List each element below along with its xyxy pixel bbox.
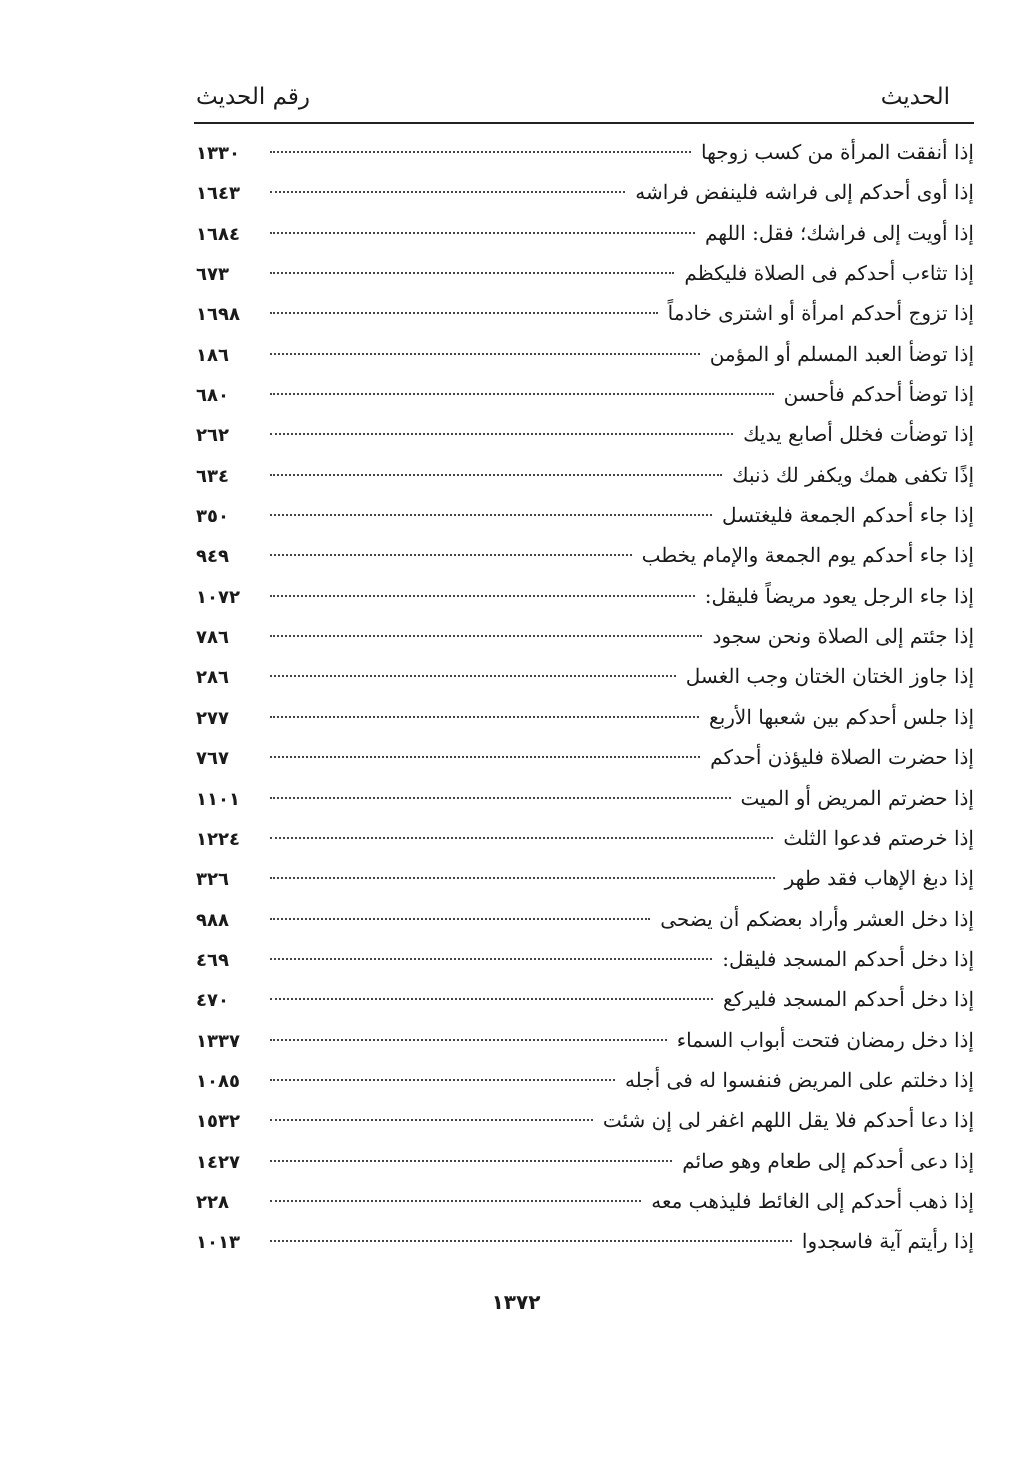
leader-dots (270, 353, 700, 355)
index-entry (196, 826, 974, 866)
entry-text: إذا جاوز الختان الختان وجب الغسل (685, 664, 974, 689)
entry-text: إذا جئتم إلى الصلاة ونحن سجود (712, 624, 974, 649)
entry-number: ٢٧٧ (196, 707, 229, 729)
entry-text: إذا أوى أحدكم إلى فراشه فلينفض فراشه (635, 180, 974, 205)
entry-text: إذا دبغ الإهاب فقد طهر (784, 866, 974, 891)
entry-text: إذا حضرت الصلاة فليؤذن أحدكم (710, 745, 974, 770)
leader-dots (270, 595, 695, 597)
leader-dots (270, 756, 700, 758)
entry-number: ٢٨٦ (196, 667, 229, 689)
entry-text: إذا أويت إلى فراشك؛ فقل: اللهم (704, 220, 974, 245)
entry-number: ١٤٢٧ (196, 1151, 240, 1173)
entry-number: ٦٧٣ (196, 264, 229, 286)
leader-dots (270, 675, 676, 677)
entry-number: ١٦٩٨ (196, 304, 240, 326)
entry-text: إذا تثاءب أحدكم فى الصلاة فليكظم (684, 261, 974, 286)
entry-number: ٣٥٠ (196, 506, 229, 528)
entry-text: إذا توضأت فخلل أصابع يديك (743, 422, 974, 447)
index-entry (196, 463, 974, 503)
entry-text: إذا دخل العشر وأراد بعضكم أن يضحى (660, 906, 974, 931)
entry-text: إذا رأيتم آية فاسجدوا (801, 1229, 974, 1254)
index-entry (196, 342, 974, 382)
entry-text: إذا توضأ العبد المسلم أو المؤمن (709, 341, 974, 366)
leader-dots (270, 232, 695, 234)
index-entry (196, 503, 974, 543)
leader-dots (270, 474, 722, 476)
index-entry (196, 705, 974, 745)
index-entry (196, 1189, 974, 1229)
entry-text: إذا دخل أحدكم المسجد فليقل: (722, 946, 974, 971)
index-entry (196, 261, 974, 301)
entry-number: ١٣٣٠ (196, 143, 240, 164)
leader-dots (270, 191, 625, 193)
index-entry (196, 1149, 974, 1189)
index-entry (196, 221, 974, 261)
index-entry (196, 584, 974, 624)
index-entry (196, 1229, 974, 1269)
index-entry (196, 745, 974, 785)
header-hadith: الحديث (880, 84, 950, 110)
entry-text: إذا جاء أحدكم يوم الجمعة والإمام يخطب (641, 543, 974, 568)
leader-dots (270, 1240, 792, 1242)
index-list (196, 140, 974, 1270)
leader-dots (270, 716, 699, 718)
leader-dots (270, 1160, 672, 1162)
leader-dots (270, 1079, 615, 1081)
entry-number: ٩٨٨ (196, 909, 229, 931)
leader-dots (270, 998, 713, 1000)
entry-number: ١٠١٣ (196, 1232, 240, 1254)
entry-number: ١٨٦ (196, 344, 229, 366)
leader-dots (270, 1200, 641, 1202)
leader-dots (270, 433, 733, 435)
entry-number: ٢٦٢ (196, 425, 229, 447)
entry-text: إذا خرصتم فدعوا الثلث (783, 825, 974, 850)
index-entry (196, 140, 974, 180)
entry-text: إذا أنفقت المرأة من كسب زوجها (700, 140, 974, 164)
index-entry (196, 786, 974, 826)
leader-dots (270, 837, 773, 839)
entry-text: إذا تزوج أحدكم امرأة أو اشترى خادماً (667, 301, 974, 326)
entry-text: إذا ذهب أحدكم إلى الغائط فليذهب معه (651, 1188, 974, 1213)
leader-dots (270, 272, 674, 274)
entry-text: إذا جاء أحدكم الجمعة فليغتسل (722, 503, 974, 528)
index-entry (196, 1068, 974, 1108)
entry-text: إذا دخل أحدكم المسجد فليركع (723, 987, 974, 1012)
header-rule (194, 122, 974, 124)
entry-text: إذا جاء الرجل يعود مريضاً فليقل: (704, 583, 974, 608)
entry-number: ١٢٢٤ (196, 828, 240, 850)
index-entry (196, 1028, 974, 1068)
leader-dots (270, 514, 712, 516)
entry-number: ١٠٧٢ (196, 586, 240, 608)
index-entry (196, 624, 974, 664)
leader-dots (270, 635, 702, 637)
entry-number: ٢٢٨ (196, 1191, 229, 1213)
index-entry (196, 664, 974, 704)
entry-text: إذا دعا أحدكم فلا يقل اللهم اغفر لى إن شئت (602, 1108, 974, 1133)
entry-number: ١١٠١ (196, 788, 240, 810)
leader-dots (270, 1119, 593, 1121)
entry-text: إذا دعى أحدكم إلى طعام وهو صائم (682, 1148, 974, 1173)
entry-number: ٤٧٠ (196, 990, 229, 1012)
entry-number: ٦٨٠ (196, 385, 229, 407)
entry-number: ٧٦٧ (196, 748, 229, 770)
index-entry (196, 382, 974, 422)
page-number: ١٣٧٢ (491, 1290, 541, 1314)
leader-dots (270, 554, 632, 556)
leader-dots (270, 958, 712, 960)
index-entry (196, 1108, 974, 1148)
leader-dots (270, 393, 774, 395)
index-entry (196, 907, 974, 947)
entry-text: إذًا تكفى همك ويكفر لك ذنبك (732, 462, 974, 487)
leader-dots (270, 312, 658, 314)
entry-text: إذا دخلتم على المريض فنفسوا له فى أجله (624, 1067, 974, 1092)
entry-number: ٤٦٩ (196, 949, 229, 971)
leader-dots (270, 877, 775, 879)
index-entry (196, 422, 974, 462)
entry-number: ١٦٨٤ (196, 223, 240, 245)
entry-text: إذا حضرتم المريض أو الميت (740, 785, 974, 810)
entry-number: ٣٢٦ (196, 869, 229, 891)
entry-number: ١٥٣٢ (196, 1111, 240, 1133)
index-entry (196, 301, 974, 341)
leader-dots (270, 797, 731, 799)
entry-number: ١٣٣٧ (196, 1030, 240, 1052)
index-entry (196, 866, 974, 906)
entry-number: ٩٤٩ (196, 546, 229, 568)
leader-dots (270, 151, 691, 153)
leader-dots (270, 1039, 667, 1041)
entry-text: إذا توضأ أحدكم فأحسن (783, 382, 974, 407)
entry-number: ٧٨٦ (196, 627, 229, 649)
index-entry (196, 987, 974, 1027)
index-entry (196, 180, 974, 220)
entry-number: ٦٣٤ (196, 465, 229, 487)
entry-number: ١٦٤٣ (196, 183, 240, 205)
entry-text: إذا جلس أحدكم بين شعبها الأربع (709, 704, 974, 729)
entry-text: إذا دخل رمضان فتحت أبواب السماء (676, 1027, 974, 1052)
index-entry (196, 947, 974, 987)
header-hadith-number: رقم الحديث (196, 84, 311, 110)
entry-number: ١٠٨٥ (196, 1070, 240, 1092)
index-entry (196, 543, 974, 583)
leader-dots (270, 918, 650, 920)
